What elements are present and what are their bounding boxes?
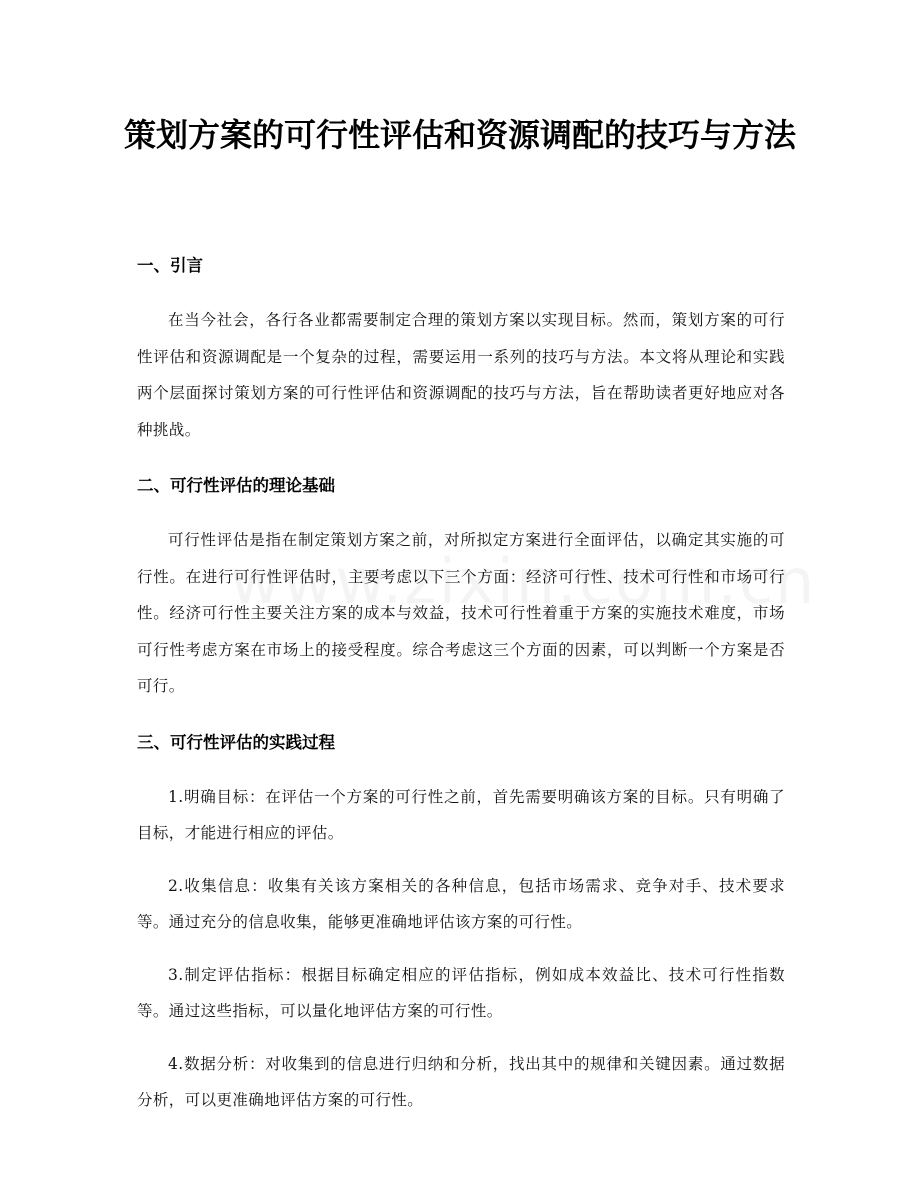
section-heading: 二、可行性评估的理论基础	[137, 476, 335, 495]
paragraph: 在当今社会，各行各业都需要制定合理的策划方案以实现目标。然而，策划方案的可行性评估和资源调配是一个复杂的过程，需要运用一系列的技巧与方法。本文将从理论和实践两个层面探讨策划方案的可行性评估和资源调配的技巧与方法，旨在帮助读者更好地应对各种挑战。	[137, 311, 785, 439]
section-heading: 三、可行性评估的实践过程	[137, 732, 335, 752]
document-body	[137, 252, 785, 1135]
list-item: 4.数据分析：对收集到的信息进行归纳和分析，找出其中的规律和关键因素。通过数据分析，可以更准确地评估方案的可行性。	[137, 1054, 785, 1109]
section-practice	[137, 729, 785, 1119]
section-heading: 一、引言	[137, 256, 203, 275]
section-introduction	[137, 252, 785, 448]
section-theory	[137, 472, 785, 705]
paragraph: 可行性评估是指在制定策划方案之前，对所拟定方案进行全面评估，以确定其实施的可行性。在进行可行性评估时，主要考虑以下三个方面：经济可行性、技术可行性和市场可行性。经济可行性主要关注方案的成本与效益，技术可行性着重于方案的实施技术难度，市场可行性考虑方案在市场上的接受程度。综合考虑这三个方面的因素，可以判断一个方案是否可行。	[137, 531, 785, 695]
list-item: 1.明确目标：在评估一个方案的可行性之前，首先需要明确该方案的目标。只有明确了目标，才能进行相应的评估。	[137, 787, 785, 842]
document-title: 策划方案的可行性评估和资源调配的技巧与方法	[123, 116, 796, 154]
list-item: 3.制定评估指标：根据目标确定相应的评估指标，例如成本效益比、技术可行性指数等。通过这些指标，可以量化地评估方案的可行性。	[137, 965, 785, 1020]
list-item: 2.收集信息：收集有关该方案相关的各种信息，包括市场需求、竞争对手、技术要求等。通过充分的信息收集，能够更准确地评估该方案的可行性。	[137, 876, 785, 931]
